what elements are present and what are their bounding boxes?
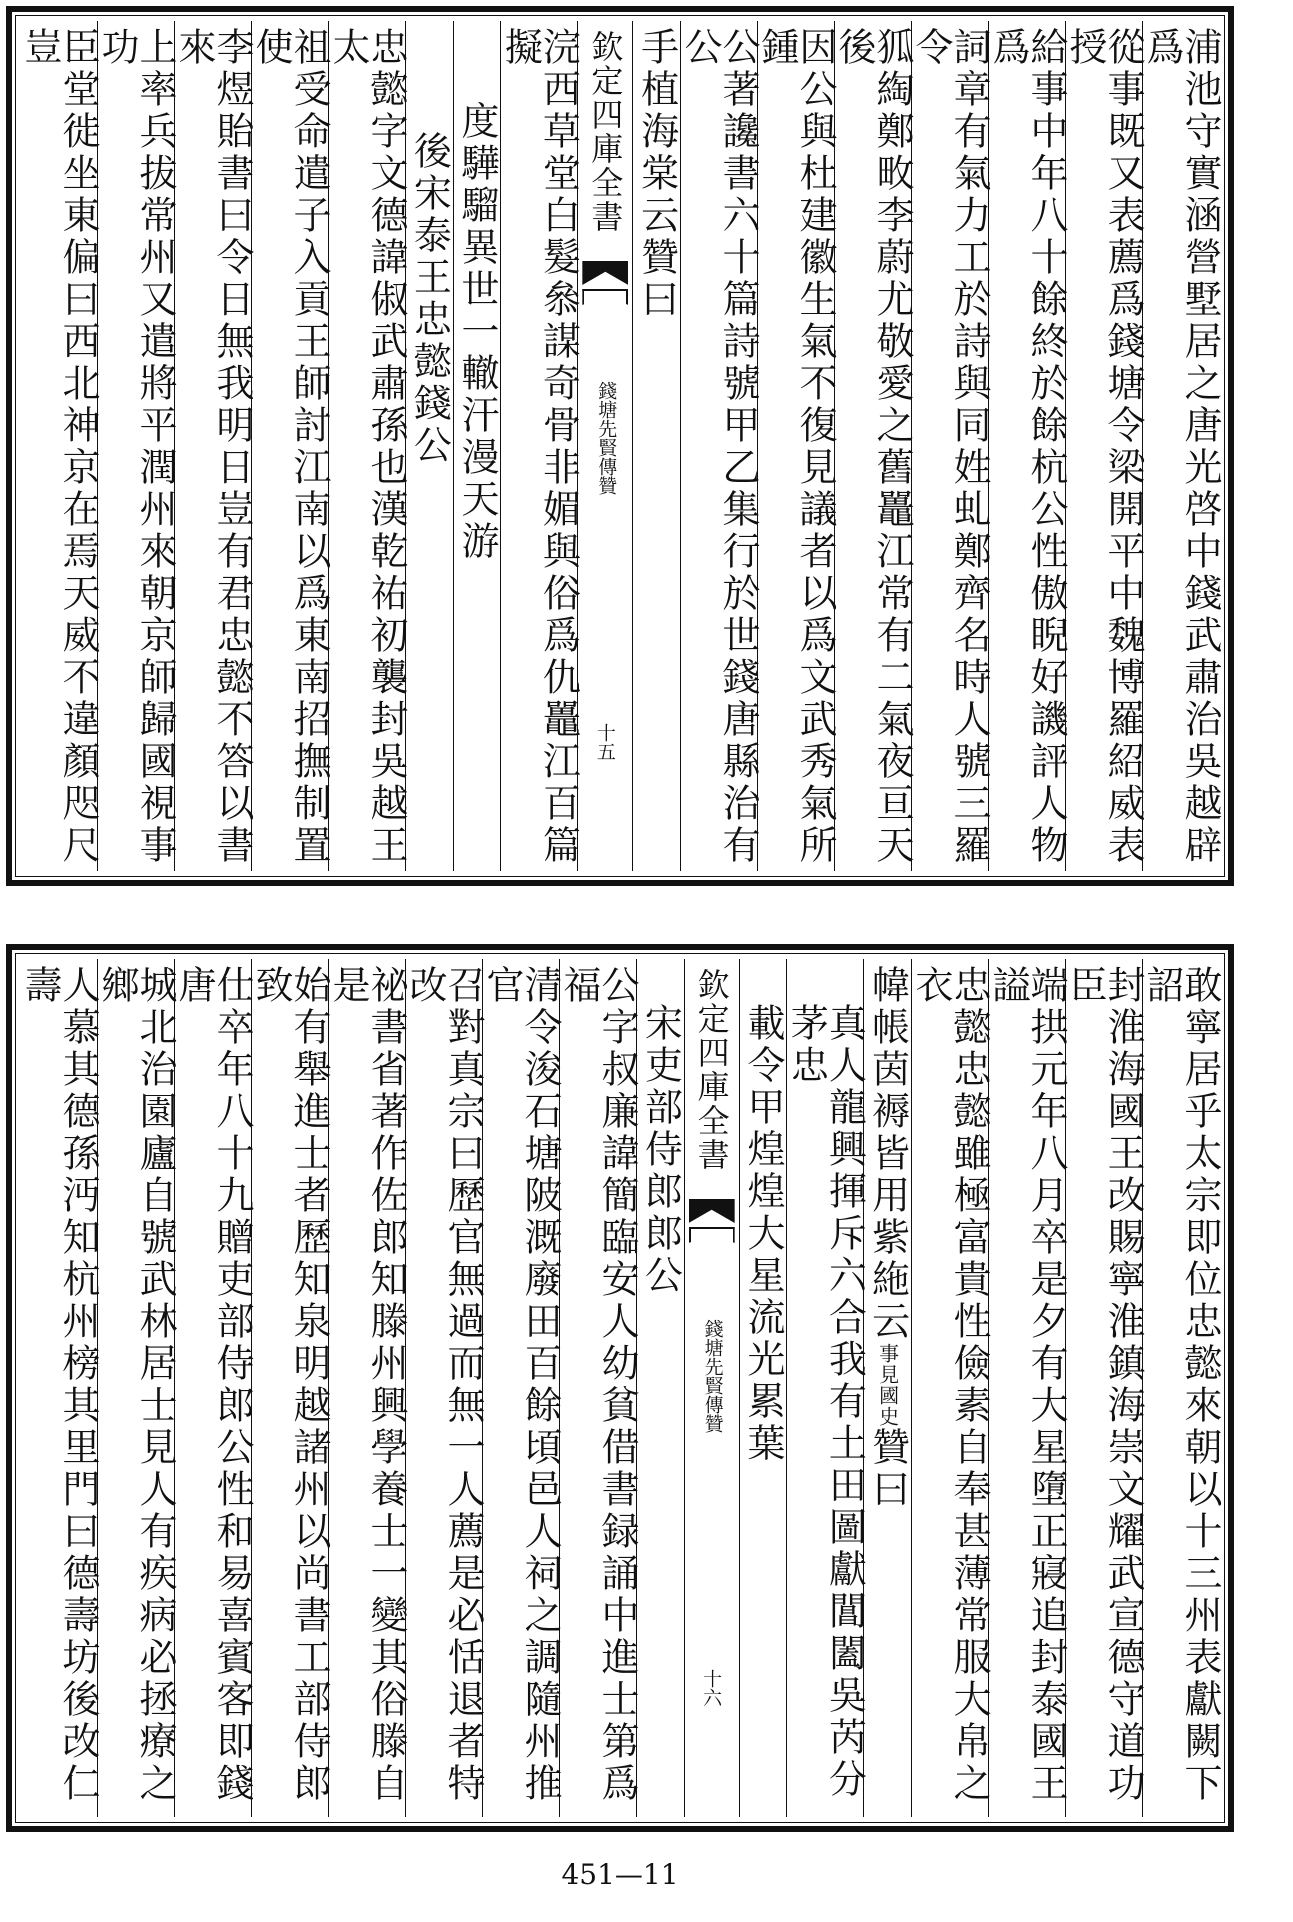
text-columns xyxy=(17,21,1222,871)
text-column: 封淮海國王改賜寧淮鎮海崇文耀武宣德守道功臣 xyxy=(1065,959,1142,1817)
text-column: 仕卒年八十九贈吏部侍郎公性和易喜賓客即錢唐 xyxy=(174,959,251,1817)
folio-number: 十六 xyxy=(700,1669,723,1707)
text-column: 公著讒書六十篇詩號甲乙集行於世錢唐縣治有公 xyxy=(680,21,757,871)
center-title: 欽定四庫全書 xyxy=(586,30,625,234)
column-text-tail: 贊曰 xyxy=(865,1427,910,1511)
folio-number: 十五 xyxy=(593,723,616,761)
center-subtitle: 錢塘先賢傳贊 xyxy=(595,381,618,495)
fish-tail-outline-icon xyxy=(689,1227,735,1243)
text-column: 給事中年八十餘終於餘杭公性傲睨好譏評人物爲 xyxy=(988,21,1065,871)
text-column: 詞章有氣力工於詩與同姓虬鄭齊名時人號三羅令 xyxy=(911,21,988,871)
text-column: 李煜貽書曰令日無我明日豈有君忠懿不答以書來 xyxy=(174,21,251,871)
text-column xyxy=(863,959,911,1817)
book-page-lower xyxy=(6,944,1234,1832)
column-text: 幃帳茵褥皆用紫絁云 xyxy=(865,965,910,1343)
text-column: 端拱元年八月卒是夕有大星墮正寢追封泰國王謚 xyxy=(988,959,1065,1817)
annotation-note: 事見國史 xyxy=(875,1343,900,1427)
text-column: 度驊騮異世一轍汗漫天游 xyxy=(453,21,501,871)
section-heading: 後宋泰王忠懿錢公 xyxy=(405,21,453,871)
text-column: 手植海棠云贊曰 xyxy=(632,21,680,871)
text-columns xyxy=(17,959,1222,1817)
text-column: 狐綯鄭畋李蔚尤敬愛之舊鼉江常有二氣夜亘天後 xyxy=(834,21,911,871)
center-fold xyxy=(684,959,739,1817)
center-fold xyxy=(577,21,632,871)
text-column: 載令甲煌煌大星流光累葉 xyxy=(739,959,787,1817)
page-number: 451—11 xyxy=(561,1858,679,1891)
fish-tail-ornament-icon xyxy=(582,261,628,285)
text-column: 敢寧居乎太宗即位忠懿來朝以十三州表獻闕下詔 xyxy=(1142,959,1219,1817)
text-column: 因公與杜建徽生氣不復見議者以爲文武秀氣所鍾 xyxy=(757,21,834,871)
text-column: 祖受命遣子入貢王師討江南以爲東南招撫制置使 xyxy=(251,21,328,871)
text-column: 臣堂徙坐東偏曰西北神京在焉天威不違顏咫尺豈 xyxy=(17,27,100,867)
fish-tail-ornament-icon xyxy=(689,1199,735,1223)
text-column: 上率兵拔常州又遣將平潤州來朝京師歸國視事功 xyxy=(97,21,174,871)
center-subtitle: 錢塘先賢傳贊 xyxy=(701,1319,724,1433)
fish-tail-outline-icon xyxy=(582,289,628,305)
text-column: 從事既又表薦爲錢塘令梁開平中魏博羅紹威表授 xyxy=(1065,21,1142,871)
text-column: 公字叔廉諱簡臨安人幼貧借書録誦中進士第爲福 xyxy=(559,959,636,1817)
text-column: 忠懿忠懿雖極富貴性儉素自奉甚薄常服大帛之衣 xyxy=(911,959,988,1817)
text-column: 浦池守實涵營墅居之唐光啓中錢武肅治吳越辟爲 xyxy=(1142,21,1219,871)
text-column: 浣西草堂白髮叅謀奇骨非媚與俗爲仇鼉江百篇擬 xyxy=(500,21,577,871)
text-column: 真人龍興揮斥六合我有土田圖獻閶闔吳芮分茅忠 xyxy=(786,959,863,1817)
text-column: 人慕其德孫沔知杭州榜其里門曰德壽坊後改仁壽 xyxy=(17,965,100,1805)
center-title: 欽定四庫全書 xyxy=(692,968,731,1172)
text-column: 始有舉進士者歷知泉明越諸州以尚書工部侍郎致 xyxy=(251,959,328,1817)
text-column: 祕書省著作佐郎知滕州興學養士一變其俗滕自是 xyxy=(328,959,405,1817)
text-column: 忠懿字文德諱俶武肅孫也漢乾祐初襲封吳越王太 xyxy=(328,21,405,871)
text-column: 召對真宗曰歷官無過而無一人薦是必恬退者特改 xyxy=(405,959,482,1817)
book-page-upper xyxy=(6,6,1234,886)
text-column: 清令浚石塘陂溉廢田百餘頃邑人祠之調隨州推官 xyxy=(482,959,559,1817)
section-heading: 宋吏部侍郎郎公 xyxy=(636,959,684,1817)
text-column: 城北治園廬自號武林居士見人有疾病必拯療之鄉 xyxy=(97,959,174,1817)
